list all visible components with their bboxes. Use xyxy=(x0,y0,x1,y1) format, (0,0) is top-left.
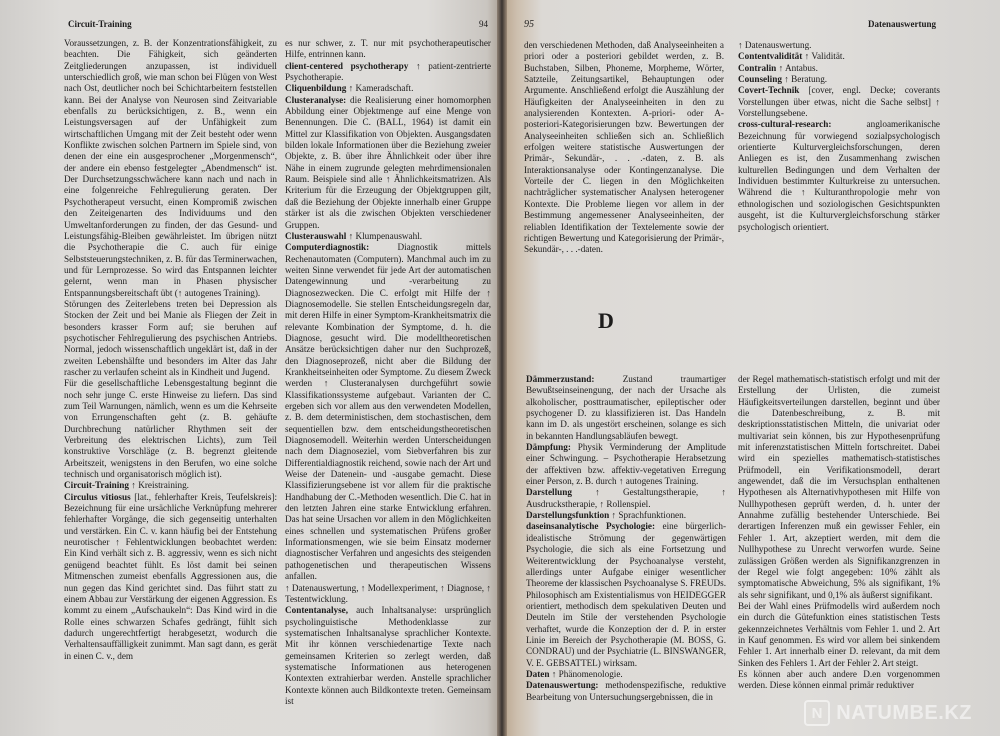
section-letter: D xyxy=(598,308,614,333)
entry-contralin: Contralin ↑ Antabus. xyxy=(738,62,818,73)
left-column-2 xyxy=(285,38,491,707)
right-page xyxy=(502,0,1000,736)
entry: Für die gesellschaftliche Lebensgestaltung beginnt die noch sehr junge C. erste Hinweise zu liefern. Das sind zum Teil Warnungen, nämlich, wenn es um die Kehrseite von Errungenschaften geht (z. B. gehäufte Durchbrechung natürlicher Rhythmen seit der Verbreitung des elektrischen Lichts), zum Teil konstruktive Vorschläge (z. B. begrenzt gleitende Arbeitszeit, wenigstens in den Berufen, wo eine solche technisch und organisatorisch möglich ist). xyxy=(64,378,277,480)
watermark-text: NATUMBE.KZ xyxy=(836,701,972,724)
entry-darstellung: Darstellung ↑ Gestaltungstherapie, ↑ Ausdruckstherapie, ↑ Rollenspiel. xyxy=(526,487,726,509)
entry: ↑ Datenauswertung. xyxy=(738,40,812,50)
entry-computerdiagnostik: Computerdiagnostik: Diagnostik mittels Rechenautomaten (Computern). Manchmal auch im zu weiten Sinne verwendet für jede Art der automatischen Datengewinnung und -verarbeitung zu Diagnosezwecken. Die C. erfolgt mit Hilfe der ↑ Diagnosemodelle. Sie stellen Entscheidungsregeln dar, mit deren Hilfe in einer Symptom-Krankheitsmatrix die relevante Kombination der Symptome, d. h. die Diagnose, gesucht wird. Die modelltheoretischen Ansätze berücksichtigen daher nur den Suchprozeß, den Diagnoseprozeß, nicht aber die Bildung der Krankheitseinheiten oder Symptome. Zu diesem Zweck werden ↑ Clusteranalysen durchgeführt sowie Klassifikationssysteme aufgebaut. Varianten der C. ergeben sich vor allem aus den verwendeten Modellen, z. B. dem deterministischen, dem stochastischen, dem sequentiellen bzw. dem entscheidungstheoretischen Diagnosemodell. Weiterhin werden Unterscheidungen nach dem Diagnoseziel, vom Siebverfahren bis zur Differentialdiagnostik reichend, sowie nach der Art und Weise der Datenein- und -ausgabe gemacht. Diese Klassifizierungsebene ist vor allem für die praktische Handhabung der C.-Methoden wesentlich. Die C. hat in den letzten Jahren eine starke Entwicklung erfahren. Das hat seine Ursachen vor allem in den Möglichkeiten eines schnellen und systematischen Prüfens großer Informationsmengen, wie sie beim Einsatz moderner diagnostischer Verfahren und angesichts des steigenden pathogenetischen und therapeutischen Wissens anfallen. xyxy=(285,242,491,582)
entry: Voraussetzungen, z. B. der Konzentrationsfähigkeit, zu beachten. Die Fähigkeit, sich geänderten Zeitgliederungen anzupassen, ist individuell unterschiedlich groß, wie man schon bei Flügen von West nach Ost, deutlicher noch bei Schichtarbeitern feststellen kann. Bei der Analyse von Neurosen sind Zeitvariable ebenfalls zu berücksichtigen, z. B., wenn ein Leistungsversagen auf der Unfähigkeit zum wirtschaftlichen Umgang mit der Zeit besteht oder wenn Konflikte zwischen solchen Partnern im Spiele sind, von denen der eine ein ausgesprochener „Morgenmensch“, der andere ein ebenso festgelegter „Abendmensch“ ist. Der Durchsetzungsschwächere kann nach und nach in eine folgenreiche Fehlregulierung geraten. Der Psychotherapeut versucht, einen Kompromiß zwischen den Zeiteigenarten des Individuums und den Umweltanforderungen zu finden, der das Gesund- und Leistungsfähig-Bleiben gewährleistet. Im übrigen nützt die Psychotherapie die C. auch für einige Selbststeuerungstechniken, z. B. für das Terminerwachen, und für Lernprozesse. So wird das Entspannen leichter gelernt, wenn man in Phasen physischer Entspannungsbereitschaft übt (↑ autogenes Training). xyxy=(64,38,277,298)
right-column-1-bottom xyxy=(526,374,726,703)
entry-client-centered: client-centered psychotherapy ↑ patient-zentrierte Psychotherapie. xyxy=(285,60,491,83)
entry: den verschiedenen Methoden, daß Analyseeinheiten a priori oder a posteriori gebildet werden, z. B. Buchstaben, Silben, Phoneme, Morpheme, Wörter, Satzteile, Zeitungsartikel, Behauptungen oder Argumente. Anschließend erfolgt die Auszählung der Häufigkeiten der Analyseeinheiten in den zu analysierenden Kontexten. A-priori- oder A-posteriori-Kategorisierungen bzw. Bewertungen der Analyseeinheiten schließen sich an. Schließlich erfolgen weitere statistische Auswertungen der Primär-, Sekundär-, . . .-daten, z. B. als Interaktionsanalyse oder Kontingenzanalyse. Die Vorteile der C. liegen in den Möglichkeiten nachträglicher systematischer Analysen heterogener Kontexte. Die Probleme liegen vor allem in der Bestimmung angemessener Analyseeinheiten, der reliablen Identifikation der Textelemente sowie der richtigen Bewertung und Kategorisierung der Primär-, Sekundär-, . . .-daten. xyxy=(524,40,724,255)
right-column-2-bottom xyxy=(738,374,940,692)
left-column-1 xyxy=(64,38,277,662)
entry-circulus-vitiosus: Circulus vitiosus [lat., fehlerhafter Kreis, Teufelskreis]: Bezeichnung für eine ursächliche Verknüpfung mehrerer fehlerhafter Vorgänge, die sich gegenseitig unterhalten und verstärken. Ein C. v. kann häufig bei der Entstehung neurotischer ↑ Fehlentwicklungen beobachtet werden: Ein Kind verhält sich z. B. aggressiv, wenn es sich nicht genügend beachtet fühlt. Es löst damit bei seinen Mitmenschen zumeist ebenfalls Aggressionen aus, die nun gegen das Kind gerichtet sind. Das führt statt zu einem Abbau zur Verstärkung der eigenen Aggression. Es kommt zu einem „Aufschaukeln“: Das Kind wird in die Rolle eines schwarzen Schafes gedrängt, fühlt sich dadurch ungerechtfertigt herabgesetzt, wodurch die Verhaltensauffälligkeit zunimmt. Man sagt dann, es gerät in einen C. v., dem xyxy=(64,491,278,661)
entry-counseling: Counseling ↑ Beratung. xyxy=(738,74,828,85)
page-number-left: 94 xyxy=(479,19,488,29)
entry-covert-technik: Covert-Technik [cover, engl. Decke; coverants Vorstellungen über etwas, nicht die Sache selbst] ↑ Vorstellungsebene. xyxy=(738,85,940,119)
entry-daseinsanalytische-psychologie: daseinsanalytische Psychologie: eine bürgerlich-idealistische Strömung der gegenwärtigen Psychologie, die sich als eine Fortsetzung und Weiterentwicklung der Psychoanalyse versteht, allerdings unter Aufgabe einiger wesentlicher Theoreme der klassischen Psychoanalyse S. FREUDs. Philosophisch am Existentialismus von HEIDEGGER orientiert, methodisch dem spekulativen Deuten und Deuteln im Stile der verstehenden Psychologie verhaftet, wurde die Konzeption der d. P. in erster Linie im Bereich der Psychotherapie (M. BOSS, G. CONDRAU) und der Psychiatrie (L. BINSWANGER, V. E. GEBSATTEL) wirksam. xyxy=(526,521,727,668)
entry-daempfung: Dämpfung: Physik Verminderung der Amplitude einer Schwingung. – Psychotherapie Herabsetzung der affektiven bzw. affektiv-vegetativen Erregung einer Person, z. B. durch ↑ autogenes Training. xyxy=(526,442,726,487)
watermark xyxy=(804,700,972,726)
running-head-right: Datenauswertung xyxy=(867,19,936,29)
entry: der Regel mathematisch-statistisch erfolgt und mit der Erstellung der Urlisten, die zumeist Häufigkeitsverteilungen darstellen, beginnt und über die Datenbeschreibung, z. B. mit deskriptionsstatistischen Mitteln, die univariat oder multivariat sein können, bis zur Hypothesenprüfung mit inferenzstatistischen Mitteln fortschreitet. Dabei wird ein spezielles mathematisch-statistisches Prüfmodell, ein Verifikationsmodell, derart angewendet, daß die im Versuchsplan enthaltenen Hypothesen als Alternativhypothesen mit Hilfe von Nullhypothesen geprüft werden, d. h. unter der Annahme zufällig bestehender Unterschiede. Bei derartigen Inferenzen muß ein gewisser Fehler, ein Fehler 1. Art, akzeptiert werden, mit dem die Nullhypothese zu Unrecht verworfen wurde. Seine zulässigen Größen werden als Signifikanzgrenzen in der Regel wie folgt angegeben: 10% zählt als symptomatische Abweichung, 5% als signifikant, 1% als sehr signifikant, und 0,1% als äußerst signifikant. xyxy=(738,374,940,600)
right-column-1-top xyxy=(524,40,724,256)
entry: Störungen des Zeiterlebens treten bei Depression als Stocken der Zeit und bei Manie als Fliegen der Zeit in besonders krasser Form auf; sie beruhen auf psychotischer Fehlregulierung des psychischen Antriebs. Normal, jedoch wissenschaftlich ungeklärt ist, daß in der zweiten Lebenshälfte und besonders im Alter das Jahr rascher zu verlaufen scheint als in Kindheit und Jugend. xyxy=(64,298,277,377)
entry-daten: Daten ↑ Phänomenologie. xyxy=(526,668,623,679)
entry: Es können aber auch andere D.en vorgenommen werden. Diese können einmal primär reduktiver xyxy=(738,668,940,691)
book-gutter xyxy=(497,0,507,736)
running-head-left: Circuit-Training xyxy=(68,19,132,29)
entry-contentanalyse: Contentanalyse, auch Inhaltsanalyse: ursprünglich psycholinguistische Methodenklasse zur systematischen Inhaltsanalyse sprachlicher Kontexte. Mit ihr können verschiedenartige Texte nach gemeinsamen Kriterien so zerlegt werden, daß systematische Informationen aus heterogenen Kontexten extrahierbar werden. Anstelle sprachlicher Kontexte können auch Bildkontexte treten. Gemeinsam ist xyxy=(285,605,492,706)
entry-datenauswertung: Datenauswertung: methodenspezifische, reduktive Bearbeitung von Untersuchungsergebnissen, die in xyxy=(526,680,726,702)
entry-clusterauswahl: Clusterauswahl ↑ Klumpenauswahl. xyxy=(285,230,423,241)
entry-cross-cultural-research: cross-cultural-research: angloamerikanische Bezeichnung für vorwiegend sozialpsychologisch orientierte Kulturvergleichsforschungen, deren Anliegen es ist, den Zusammenhang zwischen kulturellen Bedingungen und dem Verhalten der Individuen bestimmter Kulturkreise zu untersuchen. Während die ↑ Kulturanthropologie mehr von ethnologischen und soziologischen Gesichtspunkten ausgeht, ist die Kulturvergleichsforschung stärker psychologisch orientiert. xyxy=(738,119,940,232)
entry-contentvaliditaet: Contentvalidität ↑ Validität. xyxy=(738,51,845,62)
entry: es nur schwer, z. T. nur mit psychotherapeutischer Hilfe, entrinnen kann. xyxy=(285,38,491,60)
right-column-2-top xyxy=(738,40,940,233)
entry-cliquenbildung: Cliquenbildung ↑ Kameradschaft. xyxy=(285,83,414,94)
entry-circuit-training: Circuit-Training ↑ Kreistraining. xyxy=(64,480,189,491)
entry-daemmerzustand: Dämmerzustand: Zustand traumartiger Bewußtseinseinengung, der nach der Ursache als alkoholischer, posttraumatischer, epileptischer oder psychogener D. zu klassifizieren ist. Das Handeln kann im D. als ungestört erscheinen, solange es sich in bekannten Handlungsabläufen bewegt. xyxy=(526,374,726,441)
entry-clusteranalyse: Clusteranalyse: die Realisierung einer homomorphen Abbildung einer Objektmenge auf eine Menge von Benennungen. Die C. (BALL, 1964) ist damit ein Mittel zur Klassifikation von Objekten. Ausgangsdaten bilden lokale Informationen über die Beziehung zweier Objekte, z. B. über ihre Ähnlichkeit oder über ihre Nähe in einem zugrunde gelegten mehrdimensionalen Raum. Beispiele sind alle ↑ Ähnlichkeitsmatrizen. Als Kriterium für die Erzeugung der Objektgruppen gilt, daß die Beziehung der Objekte innerhalb einer Gruppe stärker ist als die zwischen Objekten verschiedener Gruppen. xyxy=(285,94,492,230)
entry-crossref: ↑ Datenauswertung, ↑ Modellexperiment, ↑ Diagnose, ↑ Testentwicklung. xyxy=(285,582,491,604)
entry-darstellungsfunktion: Darstellungsfunktion ↑ Sprachfunktionen. xyxy=(526,510,687,521)
entry: Bei der Wahl eines Prüfmodells wird außerdem noch ein durch die Gütefunktion eines statistischen Tests gekennzeichnetes Verhältnis vom Fehler 1. und 2. Art in Kauf genommen. Es wird vor allem bei sinkendem Fehler 1. Art innerhalb einer D. relevant, da mit dem Sinken des Fehlers 1. Art der Fehler 2. Art steigt. xyxy=(738,600,940,668)
watermark-logo-icon: N xyxy=(804,700,830,726)
page-number-right: 95 xyxy=(524,19,534,30)
